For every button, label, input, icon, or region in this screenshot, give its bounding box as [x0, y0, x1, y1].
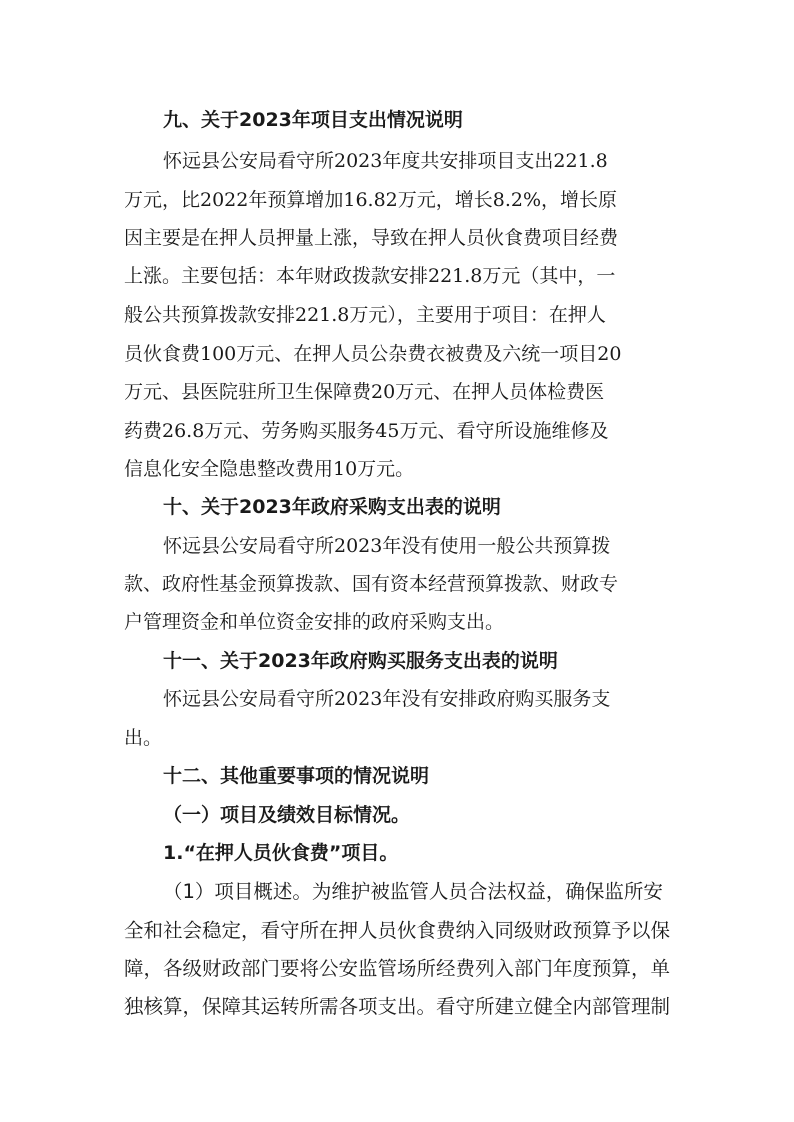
paragraph-line: 信息化安全隐患整改费用10万元。 — [124, 458, 415, 480]
paragraph-line: 万元、县医院驻所卫生保障费20万元、在押人员体检费医 — [124, 381, 605, 403]
subsection-heading: （一）项目及绩效目标情况。 — [163, 804, 411, 826]
paragraph-line: 上涨。主要包括：本年财政拨款安排221.8万元（其中，一 — [124, 265, 616, 287]
paragraph-line: 户管理资金和单位资金安排的政府采购支出。 — [124, 611, 505, 633]
paragraph-line: 怀远县公安局看守所2023年没有使用一般公共预算拨 — [163, 535, 611, 557]
paragraph-line: 因主要是在押人员押量上涨，导致在押人员伙食费项目经费 — [124, 227, 619, 249]
paragraph-line: 药费26.8万元、劳务购买服务45万元、看守所设施维修及 — [124, 420, 609, 442]
item-heading: 1.“在押人员伙食费”项目。 — [163, 842, 399, 864]
paragraph-line: 员伙食费100万元、在押人员公杂费衣被费及六统一项目20 — [124, 343, 622, 365]
paragraph-line: 出。 — [124, 727, 163, 749]
paragraph-line: 障，各级财政部门要将公安监管场所经费列入部门年度预算，单 — [124, 957, 671, 980]
paragraph-line: 怀远县公安局看守所2023年没有安排政府购买服务支 — [163, 688, 611, 710]
section-9-heading: 九、关于2023年项目支出情况说明 — [163, 109, 463, 131]
paragraph-line: （1）项目概述。为维护被监管人员合法权益，确保监所安 — [163, 880, 663, 903]
paragraph-line: 怀远县公安局看守所2023年度共安排项目支出221.8 — [163, 150, 608, 172]
paragraph-line: 般公共预算拨款安排221.8万元），主要用于项目：在押人 — [124, 304, 606, 326]
section-11-heading: 十一、关于2023年政府购买服务支出表的说明 — [163, 650, 558, 672]
section-12-heading: 十二、其他重要事项的情况说明 — [163, 765, 430, 787]
paragraph-line: 万元，比2022年预算增加16.82万元，增长8.2%，增长原 — [124, 189, 618, 211]
section-10-heading: 十、关于2023年政府采购支出表的说明 — [163, 496, 501, 518]
paragraph-line: 款、政府性基金预算拨款、国有资本经营预算拨款、财政专 — [124, 573, 619, 595]
paragraph-line: 独核算，保障其运转所需各项支出。看守所建立健全内部管理制 — [124, 995, 671, 1018]
paragraph-line: 全和社会稳定，看守所在押人员伙食费纳入同级财政预算予以保 — [124, 919, 671, 942]
